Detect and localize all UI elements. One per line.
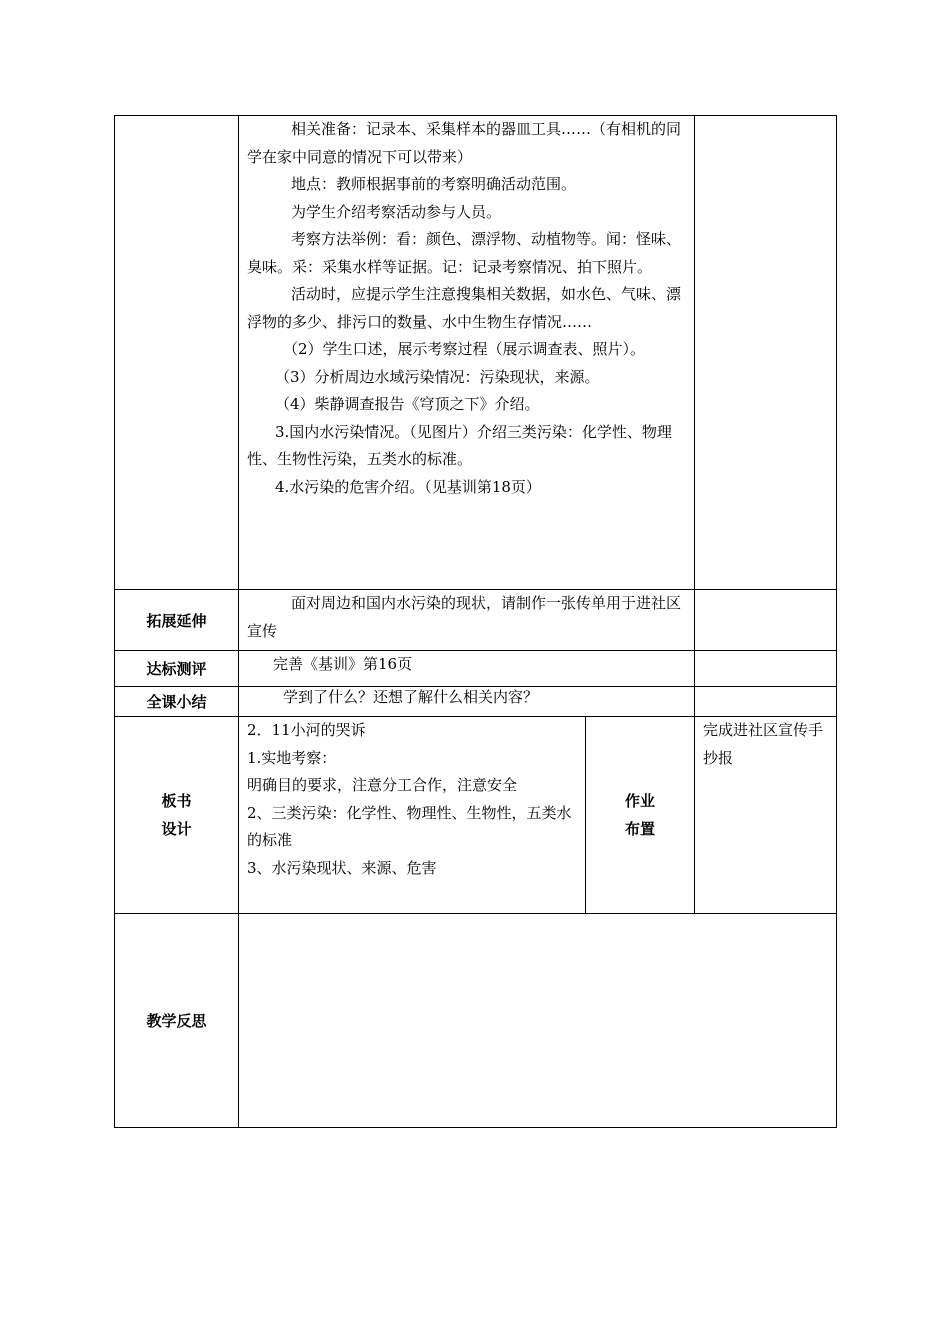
activity-line: 4.水污染的危害介绍。（见基训第18页） bbox=[275, 477, 541, 496]
homework-label-line: 布置 bbox=[625, 820, 656, 838]
extension-text: 面对周边和国内水污染的现状，请制作一张传单用于进社区宣传 bbox=[247, 594, 682, 640]
board-design-content-cell bbox=[239, 717, 586, 914]
activity-content-cell bbox=[239, 116, 695, 590]
homework-content-cell bbox=[695, 717, 837, 914]
activity-line: 为学生介绍考察活动参与人员。 bbox=[291, 202, 502, 221]
reflection-content-cell bbox=[239, 914, 837, 1128]
activity-line: （2）学生口述，展示考察过程（展示调查表、照片）。 bbox=[283, 340, 646, 358]
activity-line: 3.国内水污染情况。（见图片）介绍三类污染：化学性、物理性、生物性污染，五类水的标准。 bbox=[247, 422, 672, 468]
board-design-label bbox=[115, 717, 239, 914]
activity-line: （4）柴静调查报告《穹顶之下》介绍。 bbox=[275, 395, 540, 413]
assessment-content-cell bbox=[239, 651, 695, 687]
lesson-plan-table bbox=[114, 115, 837, 1128]
board-line: 2、三类污染：化学性、物理性、生物性，五类水的标准 bbox=[247, 803, 572, 849]
homework-label-line: 作业 bbox=[625, 792, 656, 810]
reflection-row bbox=[115, 914, 837, 1128]
summary-note-cell bbox=[695, 687, 837, 717]
assessment-note-cell bbox=[695, 651, 837, 687]
summary-label: 全课小结 bbox=[115, 687, 239, 717]
homework-text: 完成进社区宣传手抄报 bbox=[703, 721, 824, 767]
activity-line: 活动时，应提示学生注意搜集相关数据，如水色、气味、漂浮物的多少、排污口的数量、水中生物生存情况…… bbox=[247, 285, 682, 331]
summary-content-cell bbox=[239, 687, 695, 717]
activity-line: 相关准备：记录本、采集样本的器皿工具……（有相机的同学在家中同意的情况下可以带来） bbox=[247, 120, 682, 166]
activity-line: 考察方法举例：看：颜色、漂浮物、动植物等。闻：怪味、臭味。采：采集水样等证据。记：记录考察情况、拍下照片。 bbox=[247, 230, 682, 276]
extension-label: 拓展延伸 bbox=[115, 590, 239, 651]
homework-label bbox=[586, 717, 695, 914]
board-label-line: 设计 bbox=[161, 820, 192, 838]
assessment-text: 完善《基训》第16页 bbox=[273, 655, 413, 673]
extension-note-cell bbox=[695, 590, 837, 651]
board-row bbox=[115, 717, 837, 914]
activity-note-cell bbox=[695, 116, 837, 590]
summary-row bbox=[115, 687, 837, 717]
board-line: 3、水污染现状、来源、危害 bbox=[247, 858, 437, 877]
assessment-label: 达标测评 bbox=[115, 651, 239, 687]
activity-label-cell bbox=[115, 116, 239, 590]
summary-text: 学到了什么？还想了解什么相关内容？ bbox=[283, 688, 539, 706]
activity-line: 地点：教师根据事前的考察明确活动范围。 bbox=[291, 175, 577, 193]
reflection-label: 教学反思 bbox=[115, 914, 239, 1128]
activity-line: （3）分析周边水域污染情况：污染现状，来源。 bbox=[275, 367, 600, 386]
board-line: 2．11小河的哭诉 bbox=[247, 721, 366, 739]
board-line: 明确目的要求，注意分工合作，注意安全 bbox=[247, 776, 518, 794]
extension-row bbox=[115, 590, 837, 651]
board-label-line: 板书 bbox=[161, 792, 192, 810]
assessment-row bbox=[115, 651, 837, 687]
activity-row bbox=[115, 116, 837, 590]
board-line: 1.实地考察： bbox=[247, 748, 337, 767]
extension-content-cell bbox=[239, 590, 695, 651]
